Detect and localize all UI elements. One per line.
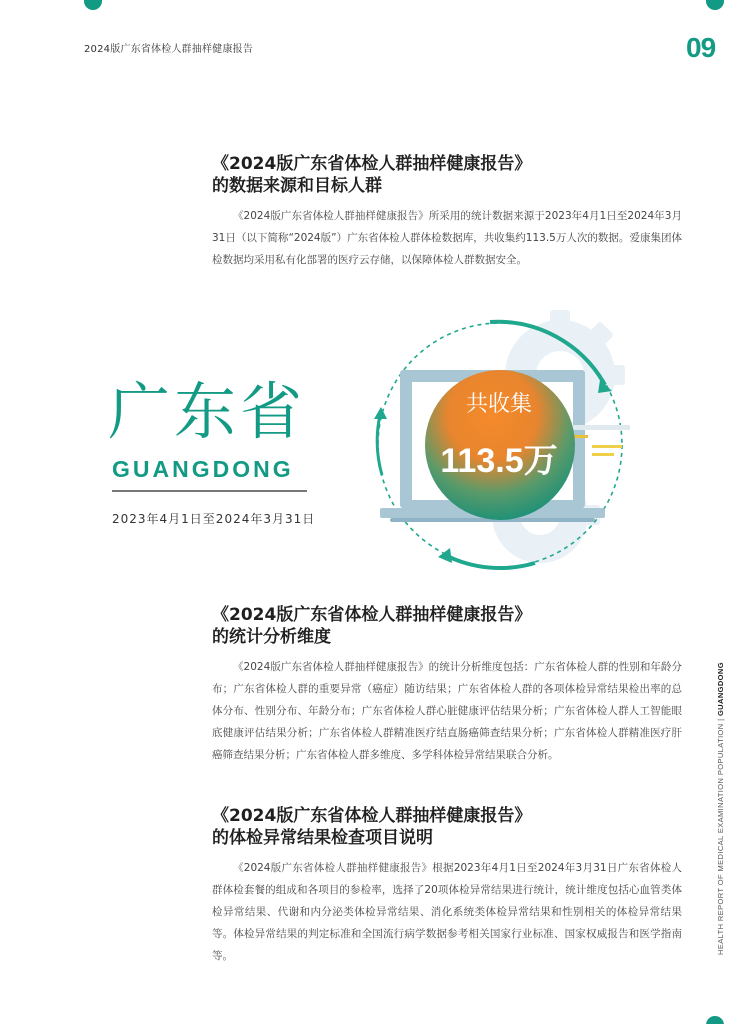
province-title-en: GUANGDONG — [112, 456, 294, 482]
bottom-right-dot — [706, 1016, 724, 1024]
collected-value: 113.5万 — [440, 442, 558, 480]
top-right-dot — [706, 0, 724, 10]
section-title-line1: 《2024版广东省体检人群抽样健康报告》 — [212, 806, 532, 826]
title-divider — [112, 490, 307, 492]
side-title-bold: GUANGDONG — [716, 662, 725, 717]
data-illustration — [360, 295, 650, 585]
date-range: 2023年4月1日至2024年3月31日 — [112, 512, 316, 526]
province-title-cn: 广东省 — [108, 375, 307, 448]
running-header: 2024版广东省体检人群抽样健康报告 — [84, 44, 254, 55]
section-body: 《2024版广东省体检人群抽样健康报告》的统计分析维度包括：广东省体检人群的性别和年龄分布；广东省体检人群的重要异常（癌症）随访结果；广东省体检人群的各项体检异常结果检出率的总体分布、性别分布、年龄分布；广东省体检人群心脏健康评估结果分析；广东省体检人群人工智能眼底健康评估结果分析；广东省体检人群精准医疗结直肠癌筛查结果分析；广东省体检人群精准医疗肝癌筛查结果分析；广东省体检人群多维度、多学科体检异常结果联合分析。 — [212, 661, 682, 761]
section-analysis-dimensions — [212, 604, 682, 766]
section-body: 《2024版广东省体检人群抽样健康报告》根据2023年4月1日至2024年3月31日广东省体检人群体检套餐的组成和各项目的参检率，选择了20项体检异常结果进行统计，统计维度包括心血管类体检异常结果、代谢和内分泌类体检异常结果、消化系统类体检异常结果和性别相关的体检异常结果等。体检异常结果的判定标准和全国流行病学数据参考相关国家行业标准、国家权威报告和医学指南等。 — [212, 862, 682, 962]
section-title — [212, 805, 682, 849]
page-number: 09 — [686, 32, 716, 63]
section-body: 《2024版广东省体检人群抽样健康报告》所采用的统计数据来源于2023年4月1日至2024年3月31日（以下简称“2024版”）广东省体检人群体检数据库，共收集约113.5万人次的数据。爱康集团体检数据均采用私有化部署的医疗云存储，以保障体检人群数据安全。 — [212, 210, 682, 266]
side-separator: | — [716, 718, 725, 721]
section-title-line2: 的统计分析维度 — [212, 627, 331, 647]
section-abnormal-items — [212, 805, 682, 967]
section-title-line1: 《2024版广东省体检人群抽样健康报告》 — [212, 154, 532, 174]
section-data-source — [212, 153, 682, 271]
section-title — [212, 604, 682, 648]
section-title-line2: 的数据来源和目标人群 — [212, 176, 382, 196]
arrow-head-bottom — [438, 548, 452, 563]
section-title — [212, 153, 682, 197]
top-left-dot — [84, 0, 102, 10]
side-running-title — [716, 662, 725, 955]
section-title-line1: 《2024版广东省体检人群抽样健康报告》 — [212, 605, 532, 625]
section-title-line2: 的体检异常结果检查项目说明 — [212, 828, 433, 848]
collected-label: 共收集 — [465, 392, 532, 417]
side-title-text: HEALTH REPORT OF MEDICAL EXAMINATION POPULATION — [716, 723, 725, 955]
